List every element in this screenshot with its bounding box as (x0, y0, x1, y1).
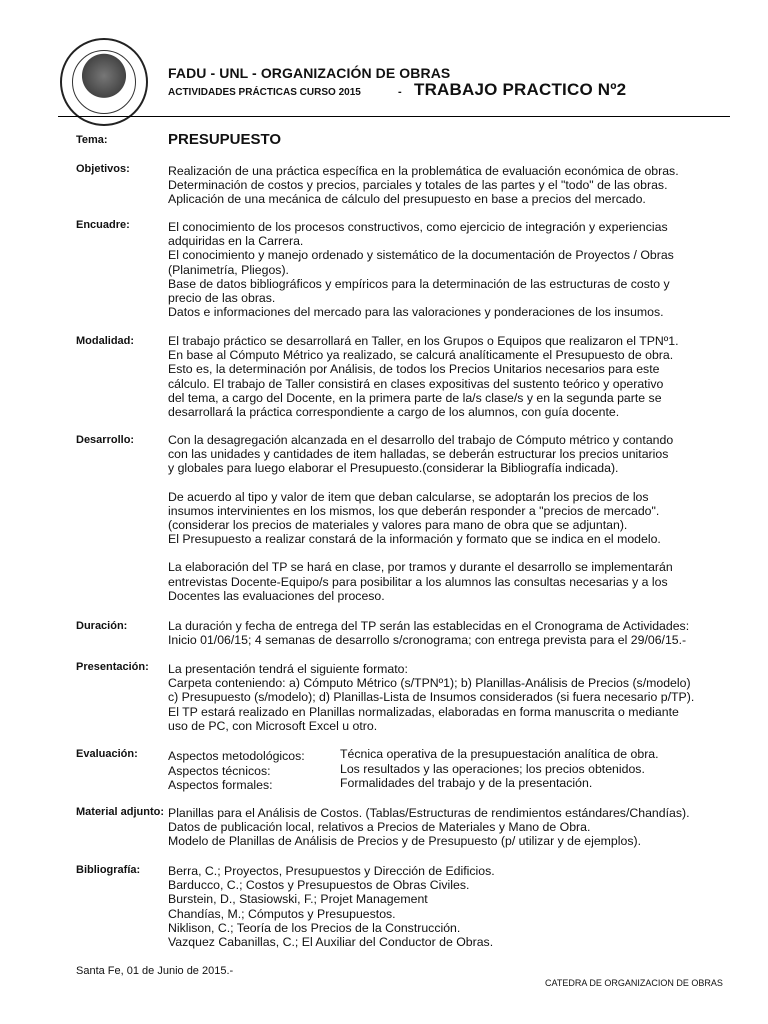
document-title: TRABAJO PRACTICO Nº2 (414, 80, 627, 99)
presentacion-label: Presentación: (76, 661, 149, 673)
modalidad-line: En base al Cómputo Métrico ya realizado, se calcurá analíticamente el Presupuesto de obra. (168, 348, 674, 363)
tema-value: PRESUPUESTO (168, 131, 282, 148)
desarrollo-line: Docentes las evaluaciones del proceso. (168, 588, 385, 603)
desarrollo-line: De acuerdo al tipo y valor de item que deban calcularse, se adoptarán los precios de los (168, 489, 649, 504)
encuadre-line: precio de las obras. (168, 290, 276, 305)
desarrollo-line: (considerar los precios de materiales y valores para mano de obra que se adjuntan). (168, 517, 628, 532)
duracion-line: Inicio 01/06/15; 4 semanas de desarrollo s/cronograma; con entrega prevista para el 29/06/15.- (168, 633, 687, 648)
material-label: Material adjunto: (76, 806, 165, 818)
material-line: Planillas para el Análisis de Costos. (Tablas/Estructuras de rendimientos estándares/Chandías). (168, 806, 690, 820)
presentacion-line: c) Presupuesto (s/modelo); d) Planillas-Lista de Insumos considerados (si fuera necesario p/TP). (168, 690, 695, 705)
presentacion-line: Carpeta conteniendo: a) Cómputo Métrico (s/TPNº1); b) Planillas-Análisis de Precios (s/modelo) (168, 676, 691, 691)
desarrollo-text (168, 433, 673, 603)
objetivos-line: Realización de una práctica específica en la problemática de evaluación económica de obras. (168, 164, 679, 178)
objetivos-text (168, 164, 679, 207)
bibliografia-list (168, 864, 495, 949)
header-divider (58, 116, 730, 117)
modalidad-line: cálculo. El trabajo de Taller consistirá en clases expositivas del sustento teórico y operativo (168, 376, 664, 391)
encuadre-line: adquiridas en la Carrera. (168, 234, 304, 249)
material-line: Datos de publicación local, relativos a Precios de Materiales y Mano de Obra. (168, 820, 591, 835)
desarrollo-line: El Presupuesto a realizar constará de la información y formato que se indica en el modelo. (168, 532, 661, 547)
evaluacion-criterion: Los resultados y las operaciones; los precios obtenidos. (340, 761, 645, 776)
material-line: Modelo de Planillas de Análisis de Precios y de Presupuesto (p/ utilizar y de ejemplos). (168, 834, 641, 849)
paragraph-gap (168, 546, 673, 560)
header-institution: FADU - UNL - ORGANIZACIÓN DE OBRAS (168, 65, 451, 81)
presentacion-line: El TP estará realizado en Planillas normalizadas, elaboradas en forma manuscrita o mediante (168, 704, 679, 719)
modalidad-label: Modalidad: (76, 335, 135, 347)
seal-emblem (72, 50, 136, 114)
encuadre-line: El conocimiento de los procesos constructivos, como ejercicio de integración y experiencias (168, 220, 668, 234)
bibliografia-item: Berra, C.; Proyectos, Presupuestos y Dirección de Edificios. (168, 864, 495, 878)
bibliografia-item: Burstein, D., Stasiowski, F.; Projet Management (168, 892, 428, 907)
objetivos-line: Aplicación de una mecánica de cálculo del presupuesto en base a precios del mercado. (168, 192, 646, 207)
desarrollo-label: Desarrollo: (76, 434, 135, 446)
bibliografia-item: Barducco, C.; Costos y Presupuestos de Obras Civiles. (168, 878, 470, 893)
modalidad-line: Esto es, la determinación por Análisis, de todos los Precios Unitarios necesarios para este (168, 362, 660, 377)
header-course: ACTIVIDADES PRÁCTICAS CURSO 2015 (168, 87, 361, 98)
desarrollo-line: La elaboración del TP se hará en clase, por tramos y durante el desarrollo se implementarán (168, 560, 673, 575)
evaluacion-aspect: Aspectos metodológicos: (168, 749, 305, 763)
encuadre-line: Base de datos bibliográficos y empíricos para la determinación de las estructuras de costo y (168, 276, 670, 291)
tema-label: Tema: (76, 134, 108, 146)
encuadre-line: El conocimiento y manejo ordenado y sistemático de la documentación de Proyectos / Obras (168, 248, 674, 263)
encuadre-line: (Planimetría, Pliegos). (168, 262, 289, 277)
evaluacion-label: Evaluación: (76, 748, 138, 760)
footer-date: Santa Fe, 01 de Junio de 2015.- (76, 965, 234, 977)
header-separator: - (398, 86, 402, 98)
encuadre-label: Encuadre: (76, 219, 130, 231)
bibliografia-item: Chandías, M.; Cómputos y Presupuestos. (168, 906, 396, 921)
university-seal-logo (60, 38, 148, 126)
encuadre-text (168, 220, 674, 319)
duracion-line: La duración y fecha de entrega del TP serán las establecidas en el Cronograma de Actividades: (168, 619, 690, 633)
desarrollo-line: entrevistas Docente-Equipo/s para posibilitar a los alumnos las consultas necesarias y a los (168, 574, 668, 589)
evaluacion-criterion: Técnica operativa de la presupuestación analítica de obra. (340, 747, 659, 761)
desarrollo-line: Con la desagregación alcanzada en el desarrollo del trabajo de Cómputo métrico y contando (168, 433, 674, 447)
evaluacion-criteria (340, 747, 659, 791)
modalidad-line: desarrollará la práctica correspondiente a cargo de los alumnos, con guía docente. (168, 404, 620, 419)
presentacion-line: La presentación tendrá el siguiente formato: (168, 662, 408, 676)
encuadre-line: Datos e informaciones del mercado para las valoraciones y ponderaciones de los insumos. (168, 305, 664, 320)
bibliografia-label: Bibliografía: (76, 864, 141, 876)
presentacion-text (168, 662, 694, 733)
desarrollo-line: y globales para luego elaborar el Presupuesto.(considerar la Bibliografía indicada). (168, 461, 619, 476)
evaluacion-aspect: Aspectos técnicos: (168, 763, 271, 778)
duracion-label: Duración: (76, 620, 128, 632)
duracion-text (168, 619, 689, 647)
objetivos-label: Objetivos: (76, 163, 130, 175)
objetivos-line: Determinación de costos y precios, parciales y totales de las partes y el "todo" de las obras. (168, 178, 668, 193)
presentacion-line: uso de PC, con Microsoft Excel u otro. (168, 718, 378, 733)
modalidad-line: El trabajo práctico se desarrollará en Taller, en los Grupos o Equipos que realizaron el TPNº1. (168, 334, 679, 348)
bibliografia-item: Vazquez Cabanillas, C.; El Auxiliar del Conductor de Obras. (168, 934, 494, 949)
bibliografia-item: Niklison, C.; Teoría de los Precios de la Construcción. (168, 920, 461, 935)
evaluacion-aspect: Aspectos formales: (168, 778, 273, 793)
footer-chair: CATEDRA DE ORGANIZACION DE OBRAS (545, 978, 723, 988)
evaluacion-criterion: Formalidades del trabajo y de la presentación. (340, 776, 593, 791)
modalidad-line: del tema, a cargo del Docente, en la primera parte de la/s clase/s y en la segunda parte se (168, 390, 662, 405)
modalidad-text (168, 334, 679, 419)
desarrollo-line: insumos intervinientes en los mismos, los que deberán responder a "precios de mercado". (168, 503, 660, 518)
material-text (168, 806, 690, 849)
paragraph-gap (168, 476, 673, 490)
desarrollo-line: con las unidades y cantidades de item halladas, se deberán estructurar los precios unitarios (168, 447, 669, 462)
evaluacion-aspects (168, 749, 305, 793)
